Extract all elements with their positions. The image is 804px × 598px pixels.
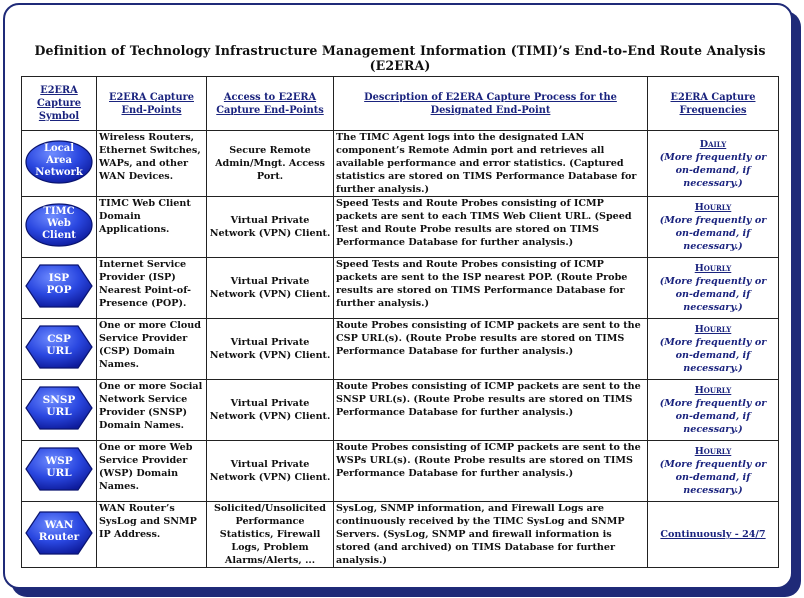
endpoint-cell: One or more Web Service Provider (WSP) Domain Names. — [97, 441, 207, 502]
symbol-label: TIMC — [43, 206, 75, 217]
header-endpoints: E2ERA Capture End-Points — [97, 77, 207, 131]
table-row — [22, 319, 779, 380]
endpoint-cell: TIMC Web Client Domain Applications. — [97, 197, 207, 258]
endpoint-cell: Internet Service Provider (ISP) Nearest Point-of-Presence (POP). — [97, 258, 207, 319]
symbol-cell — [22, 319, 97, 380]
symbol-label: URL — [46, 406, 72, 418]
frequency-cell — [648, 502, 779, 568]
header-access: Access to E2ERA Capture End-Points — [207, 77, 334, 131]
table-row — [22, 258, 779, 319]
header-description: Description of E2ERA Capture Process for the Designated End-Point — [334, 77, 648, 131]
frequency-label: Hourly — [694, 263, 732, 274]
frequency-label: Hourly — [694, 202, 732, 213]
symbol-label: Client — [42, 230, 76, 241]
frequency-label: Hourly — [694, 446, 732, 457]
table-row — [22, 131, 779, 197]
symbol-cell — [22, 197, 97, 258]
table-row — [22, 197, 779, 258]
frequency-cell — [648, 197, 779, 258]
frequency-cell — [648, 441, 779, 502]
description-cell: Speed Tests and Route Probes consisting of ICMP packets are sent to each TIMS Web Client URL. (Speed Test and Route Probe results are stored on TIMS Performance Database for further analysis.) — [334, 197, 648, 258]
symbol-label: Network — [35, 166, 83, 178]
access-cell: Virtual Private Network (VPN) Client. — [207, 441, 334, 502]
symbol-cell — [22, 502, 97, 568]
endpoint-cell: Wireless Routers, Ethernet Switches, WAPs, and other WAN Devices. — [97, 131, 207, 197]
symbol-cell — [22, 258, 97, 319]
symbol-label: Local — [43, 142, 75, 154]
oval-symbol-icon — [24, 201, 94, 249]
hexagon-symbol-icon — [24, 323, 94, 371]
frequency-label: Hourly — [694, 385, 732, 396]
header-frequencies: E2ERA Capture Frequencies — [648, 77, 779, 131]
access-cell: Solicited/Unsolicited Performance Statistics, Firewall Logs, Problem Alarms/Alerts, ... — [207, 502, 334, 568]
table-row — [22, 441, 779, 502]
frequency-note: (More frequently or on-demand, if necessary.) — [659, 459, 767, 496]
description-cell: Route Probes consisting of ICMP packets are sent to the CSP URL(s). (Route Probe results are stored on TIMS Performance Database for further analysis.) — [334, 319, 648, 380]
symbol-cell — [22, 131, 97, 197]
e2era-table — [21, 76, 779, 568]
table-header-row — [22, 77, 779, 131]
description-cell: SysLog, SNMP information, and Firewall Logs are continuously received by the TIMC SysLog and SNMP Servers. (SysLog, SNMP and firewall information is stored (and archived) on TIMS Database for further analysis.) — [334, 502, 648, 568]
access-cell: Virtual Private Network (VPN) Client. — [207, 258, 334, 319]
access-cell: Virtual Private Network (VPN) Client. — [207, 319, 334, 380]
header-symbol: E2ERA Capture Symbol — [22, 77, 97, 131]
frequency-note: (More frequently or on-demand, if necessary.) — [659, 398, 767, 435]
access-cell: Secure Remote Admin/Mngt. Access Port. — [207, 131, 334, 197]
endpoint-cell: One or more Social Network Service Provider (SNSP) Domain Names. — [97, 380, 207, 441]
frequency-note: (More frequently or on-demand, if necessary.) — [659, 276, 767, 313]
symbol-cell — [22, 441, 97, 502]
endpoint-cell: One or more Cloud Service Provider (CSP) Domain Names. — [97, 319, 207, 380]
hexagon-symbol-icon — [24, 509, 94, 557]
frequency-note: (More frequently or on-demand, if necessary.) — [659, 215, 767, 252]
frequency-label: Continuously - 24/7 — [660, 529, 766, 540]
frequency-cell — [648, 319, 779, 380]
description-cell: Speed Tests and Route Probes consisting of ICMP packets are sent to the ISP nearest POP. (Route Probe results are stored on TIMS Performance Database for further analysis.) — [334, 258, 648, 319]
symbol-cell — [22, 380, 97, 441]
description-cell: Route Probes consisting of ICMP packets are sent to the WSPs URL(s). (Route Probe results are stored on TIMS Performance Database for further analysis.) — [334, 441, 648, 502]
symbol-label: URL — [46, 345, 72, 357]
symbol-label: WSP — [45, 455, 73, 467]
description-cell: The TIMC Agent logs into the designated LAN component’s Remote Admin port and retrieves all available performance and error statistics. (Captured statistics are stored on TIMS Performance Database for further analysis.) — [334, 131, 648, 197]
access-cell: Virtual Private Network (VPN) Client. — [207, 197, 334, 258]
hexagon-symbol-icon — [24, 445, 94, 493]
table-row — [22, 502, 779, 568]
symbol-label: WAN — [44, 518, 74, 531]
frequency-label: Hourly — [694, 324, 732, 335]
frequency-cell — [648, 380, 779, 441]
frequency-note: (More frequently or on-demand, if necessary.) — [659, 151, 767, 189]
symbol-label: CSP — [47, 333, 71, 345]
symbol-label: POP — [46, 284, 72, 296]
frequency-cell — [648, 131, 779, 197]
hexagon-symbol-icon — [24, 262, 94, 310]
frequency-cell — [648, 258, 779, 319]
hexagon-symbol-icon — [24, 384, 94, 432]
description-cell: Route Probes consisting of ICMP packets are sent to the SNSP URL(s). (Route Probe results are stored on TIMS Performance Database for further analysis.) — [334, 380, 648, 441]
oval-symbol-icon — [24, 138, 94, 186]
access-cell: Virtual Private Network (VPN) Client. — [207, 380, 334, 441]
symbol-label: ISP — [48, 272, 70, 284]
frequency-label: Daily — [699, 138, 727, 150]
page-title: Definition of Technology Infrastructure Management Information (TIMI)’s End-to-End Route Analysis (E2ERA) — [34, 43, 766, 73]
endpoint-cell: WAN Router’s SysLog and SNMP IP Address. — [97, 502, 207, 568]
table-row — [22, 380, 779, 441]
document-frame — [3, 3, 793, 589]
frequency-note: (More frequently or on-demand, if necessary.) — [659, 337, 767, 374]
symbol-label: Area — [46, 154, 72, 166]
symbol-label: Web — [47, 218, 71, 229]
symbol-label: SNSP — [42, 394, 76, 406]
symbol-label: URL — [46, 467, 72, 479]
symbol-label: Router — [38, 530, 80, 543]
